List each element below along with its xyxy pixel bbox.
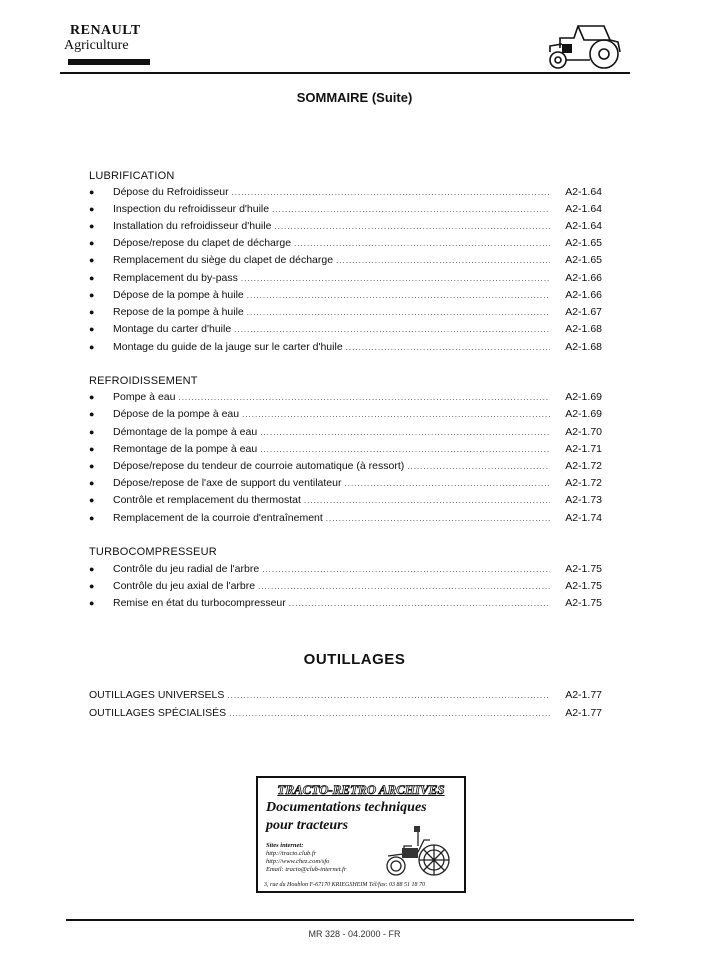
stamp-line-1: Documentations techniques <box>266 800 427 815</box>
toc-row[interactable] <box>89 391 602 407</box>
dot-leader <box>345 479 551 488</box>
stamp-site-2: http://www.chez.com/sfo <box>266 858 330 865</box>
toc-title: Repose de la pompe à huile <box>113 306 244 318</box>
page-title: SOMMAIRE (Suite) <box>296 90 413 105</box>
dot-leader <box>234 325 550 334</box>
dot-leader <box>262 565 550 574</box>
section-heading-turbocompresseur: TURBOCOMPRESSEUR <box>89 546 217 558</box>
footer-doc-code: MR 328 - 04.2000 - FR <box>308 929 401 939</box>
toc-title: Remplacement de la courroie d'entraînement <box>113 512 323 524</box>
toc-page: A2-1.67 <box>565 306 602 318</box>
footer-rule <box>66 919 634 921</box>
dot-leader <box>241 274 550 283</box>
bullet: ● <box>89 307 95 317</box>
toc-page: A2-1.69 <box>565 408 602 420</box>
bullet: ● <box>89 342 95 352</box>
toc-row[interactable] <box>89 580 602 596</box>
bullet: ● <box>89 598 95 608</box>
toc-page: A2-1.64 <box>565 220 602 232</box>
toc-page: A2-1.69 <box>565 391 602 403</box>
toc-title: Contrôle du jeu axial de l'arbre <box>113 580 256 592</box>
toc-page: A2-1.77 <box>565 707 602 719</box>
bullet: ● <box>89 581 95 591</box>
toc-row[interactable] <box>89 237 602 253</box>
bullet: ● <box>89 495 95 505</box>
toc-title: Remontage de la pompe à eau <box>113 443 258 455</box>
bullet: ● <box>89 187 95 197</box>
dot-leader <box>227 691 550 700</box>
toc-title: Remplacement du siège du clapet de décharge <box>113 254 334 266</box>
stamp-address: 3, rue du Houblon F-67170 KRIEGSHEIM Tél/fax: 03 88 51 18 70 <box>264 882 425 888</box>
toc-row[interactable] <box>89 289 602 305</box>
dot-leader <box>274 222 550 231</box>
toc-title: Remise en état du turbocompresseur <box>113 597 286 609</box>
tractor-icon <box>540 18 624 70</box>
stamp-line-2: pour tracteurs <box>266 818 349 833</box>
toc-row[interactable] <box>89 563 602 579</box>
toc-title: Pompe à eau <box>113 391 176 403</box>
bullet: ● <box>89 461 95 471</box>
toc-page: A2-1.65 <box>565 237 602 249</box>
archive-stamp <box>256 776 466 893</box>
toc-row[interactable] <box>89 220 602 236</box>
bullet: ● <box>89 324 95 334</box>
toc-row[interactable] <box>89 460 602 476</box>
toc-row[interactable] <box>89 689 602 705</box>
toc-title: Installation du refroidisseur d'huile <box>113 220 272 232</box>
toc-row[interactable] <box>89 494 602 510</box>
toc-row[interactable] <box>89 597 602 613</box>
toc-row[interactable] <box>89 203 602 219</box>
dot-leader <box>258 582 550 591</box>
toc-page: A2-1.73 <box>565 494 602 506</box>
toc-row[interactable] <box>89 306 602 322</box>
toc-title: Remplacement du by-pass <box>113 272 238 284</box>
dot-leader <box>178 393 550 402</box>
dot-leader <box>407 462 550 471</box>
toc-title: Démontage de la pompe à eau <box>113 426 258 438</box>
toc-page: A2-1.72 <box>565 477 602 489</box>
toc-page: A2-1.66 <box>565 272 602 284</box>
bullet: ● <box>89 564 95 574</box>
toc-page: A2-1.68 <box>565 341 602 353</box>
toc-page: A2-1.72 <box>565 460 602 472</box>
toc-title: Dépose du Refroidisseur <box>113 186 229 198</box>
outillages-heading: OUTILLAGES <box>303 651 406 668</box>
bullet: ● <box>89 238 95 248</box>
toc-row[interactable] <box>89 254 602 270</box>
bullet: ● <box>89 478 95 488</box>
bullet: ● <box>89 392 95 402</box>
toc-title: Dépose/repose du clapet de décharge <box>113 237 292 249</box>
dot-leader <box>229 709 550 718</box>
brand-division: Agriculture <box>64 38 129 53</box>
toc-page: A2-1.64 <box>565 203 602 215</box>
bullet: ● <box>89 427 95 437</box>
bullet: ● <box>89 444 95 454</box>
toc-row[interactable] <box>89 477 602 493</box>
toc-page: A2-1.75 <box>565 563 602 575</box>
toc-row[interactable] <box>89 443 602 459</box>
dot-leader <box>289 599 550 608</box>
bullet: ● <box>89 409 95 419</box>
stamp-site-1: http://tracto.club.fr <box>266 850 317 857</box>
vintage-tractor-icon <box>378 826 458 878</box>
header-rule <box>60 72 630 74</box>
bullet: ● <box>89 204 95 214</box>
bullet: ● <box>89 255 95 265</box>
toc-title: Montage du carter d'huile <box>113 323 232 335</box>
bullet: ● <box>89 513 95 523</box>
toc-title: Contrôle du jeu radial de l'arbre <box>113 563 260 575</box>
brand-logo <box>64 24 164 65</box>
stamp-email: Email: tracto@club-internet.fr <box>266 866 347 873</box>
section-heading-refroidissement: REFROIDISSEMENT <box>89 375 198 387</box>
brand-name: RENAULT <box>70 23 141 38</box>
toc-page: A2-1.75 <box>565 580 602 592</box>
toc-title: Dépose de la pompe à huile <box>113 289 244 301</box>
toc-row[interactable] <box>89 707 602 723</box>
bullet: ● <box>89 273 95 283</box>
dot-leader <box>304 496 550 505</box>
toc-title: Montage du guide de la jauge sur le carter d'huile <box>113 341 343 353</box>
toc-title: OUTILLAGES UNIVERSELS <box>89 689 225 701</box>
dot-leader <box>260 428 550 437</box>
toc-row[interactable] <box>89 186 602 202</box>
toc-page: A2-1.66 <box>565 289 602 301</box>
toc-title: Dépose/repose du tendeur de courroie automatique (à ressort) <box>113 460 405 472</box>
dot-leader <box>247 308 550 317</box>
stamp-sites-label: Sites internet: <box>266 842 304 849</box>
dot-leader <box>346 343 550 352</box>
toc-title: Contrôle et remplacement du thermostat <box>113 494 301 506</box>
dot-leader <box>247 291 550 300</box>
toc-row[interactable] <box>89 272 602 288</box>
toc-page: A2-1.65 <box>565 254 602 266</box>
toc-page: A2-1.64 <box>565 186 602 198</box>
toc-page: A2-1.74 <box>565 512 602 524</box>
dot-leader <box>326 514 550 523</box>
toc-page: A2-1.75 <box>565 597 602 609</box>
toc-row[interactable] <box>89 512 602 528</box>
toc-page: A2-1.70 <box>565 426 602 438</box>
dot-leader <box>294 239 550 248</box>
bullet: ● <box>89 290 95 300</box>
toc-page: A2-1.77 <box>565 689 602 701</box>
toc-title: Inspection du refroidisseur d'huile <box>113 203 270 215</box>
toc-title: Dépose/repose de l'axe de support du ventilateur <box>113 477 342 489</box>
bullet: ● <box>89 221 95 231</box>
dot-leader <box>242 410 550 419</box>
dot-leader <box>232 188 550 197</box>
toc-row[interactable] <box>89 323 602 339</box>
toc-title: Dépose de la pompe à eau <box>113 408 240 420</box>
toc-row[interactable] <box>89 426 602 442</box>
toc-title: OUTILLAGES SPÉCIALISÉS <box>89 707 227 719</box>
dot-leader <box>260 445 550 454</box>
dot-leader <box>336 256 550 265</box>
toc-page: A2-1.68 <box>565 323 602 335</box>
section-heading-lubrification: LUBRIFICATION <box>89 170 175 182</box>
brand-bar <box>68 59 150 65</box>
dot-leader <box>272 205 550 214</box>
toc-row[interactable] <box>89 341 602 357</box>
stamp-title: TRACTO-RETRO ARCHIVES <box>277 782 445 797</box>
toc-page: A2-1.71 <box>565 443 602 455</box>
toc-row[interactable] <box>89 408 602 424</box>
